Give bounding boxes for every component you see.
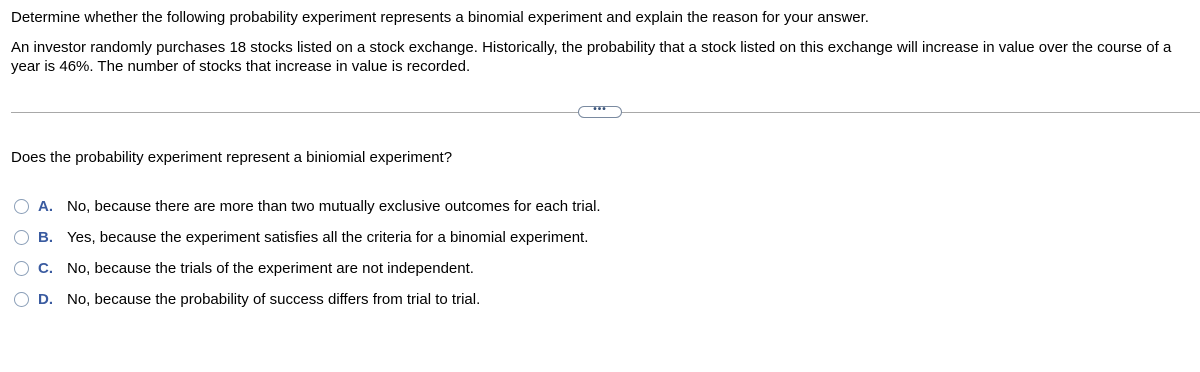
option-letter: A. bbox=[38, 197, 53, 215]
radio-button-d[interactable] bbox=[14, 292, 29, 307]
ellipsis-icon: ••• bbox=[593, 104, 607, 115]
section-divider bbox=[11, 104, 1200, 115]
question-text: Does the probability experiment represent a biniomial experiment? bbox=[11, 149, 453, 166]
answer-options bbox=[14, 197, 601, 321]
option-text: No, because the trials of the experiment are not independent. bbox=[67, 259, 474, 277]
option-letter: B. bbox=[38, 228, 53, 246]
option-a[interactable] bbox=[14, 197, 601, 215]
option-text: Yes, because the experiment satisfies all the criteria for a binomial experiment. bbox=[67, 228, 589, 246]
more-button[interactable] bbox=[578, 106, 622, 118]
radio-button-b[interactable] bbox=[14, 230, 29, 245]
option-d[interactable] bbox=[14, 290, 601, 308]
option-text: No, because there are more than two mutually exclusive outcomes for each trial. bbox=[67, 197, 601, 215]
option-letter: C. bbox=[38, 259, 53, 277]
problem-statement: An investor randomly purchases 18 stocks listed on a stock exchange. Historically, the probability that a stock listed on this exchange will increase in value over the course of a year is 46%. The number of stocks that increase in value is recorded. bbox=[11, 39, 1172, 75]
radio-button-c[interactable] bbox=[14, 261, 29, 276]
option-text: No, because the probability of success differs from trial to trial. bbox=[67, 290, 481, 308]
radio-button-a[interactable] bbox=[14, 199, 29, 214]
instructions-text: Determine whether the following probability experiment represents a binomial experiment and explain the reason for your answer. bbox=[11, 9, 869, 26]
option-letter: D. bbox=[38, 290, 53, 308]
option-b[interactable] bbox=[14, 228, 601, 246]
option-c[interactable] bbox=[14, 259, 601, 277]
